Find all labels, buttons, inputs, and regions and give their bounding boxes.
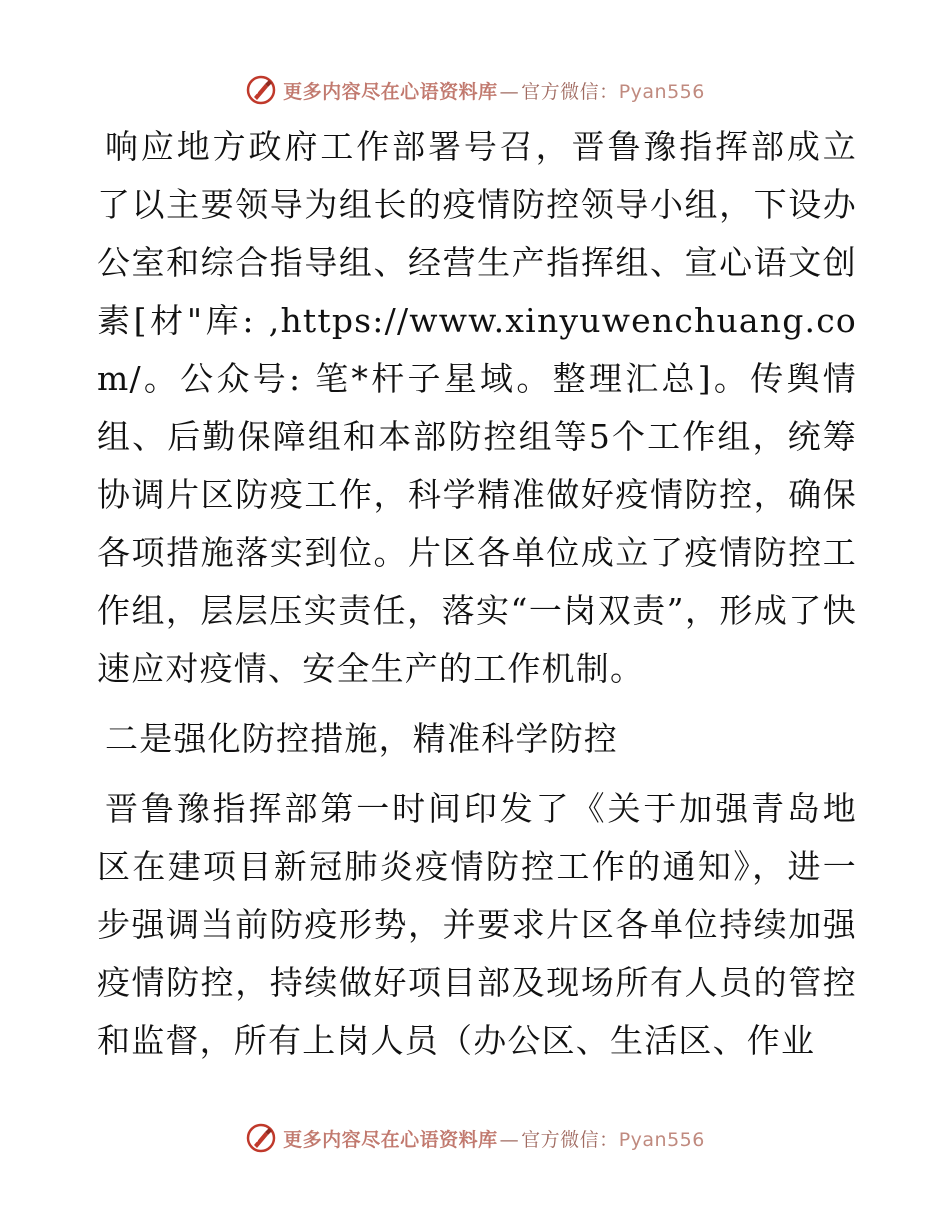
pen-logo-icon [245, 1122, 277, 1154]
banner-wechat-id: Pyan556 [618, 1128, 705, 1151]
banner-text [283, 1125, 705, 1152]
pen-logo-icon [245, 74, 277, 106]
banner-main-text: 更多内容尽在心语资料库 [283, 1128, 498, 1151]
document-body [97, 118, 857, 1070]
header-banner [0, 70, 950, 110]
paragraph-2: 晋鲁豫指挥部第一时间印发了《关于加强青岛地区在建项目新冠肺炎疫情防控工作的通知》，进一步强调当前防疫形势，并要求片区各单位持续加强疫情防控，持续做好项目部及现场所有人员的管控和监督，所有上岗人员（办公区、生活区、作业 [97, 789, 857, 1060]
section-heading: 二是强化防控措施，精准科学防控 [105, 719, 618, 758]
banner-wechat-label: 官方微信： [521, 1128, 619, 1151]
paragraph-1: 响应地方政府工作部署号召，晋鲁豫指挥部成立了以主要领导为组长的疫情防控领导小组，下设办公室和综合指导组、经营生产指挥组、宣心语文创素[材"库: ,https://www.xinyuwenchuang.com/。公众号: 笔*杆子星域。整理汇总]。传舆情组、后勤保障组和本部防控组等5个工作组，统筹协调片区防疫工作，科学精准做好疫情防控，确保各项措施落实到位。片区各单位成立了疫情防控工作组，层层压实责任，落实“一岗双责”，形成了快速应对疫情、安全生产的工作机制。 [97, 127, 857, 688]
banner-separator: — [499, 1128, 520, 1151]
banner-main-text: 更多内容尽在心语资料库 [283, 80, 498, 103]
banner-separator: — [499, 80, 520, 103]
footer-banner [0, 1118, 950, 1158]
banner-wechat-label: 官方微信： [521, 80, 619, 103]
banner-text [283, 77, 705, 104]
banner-wechat-id: Pyan556 [618, 80, 705, 103]
